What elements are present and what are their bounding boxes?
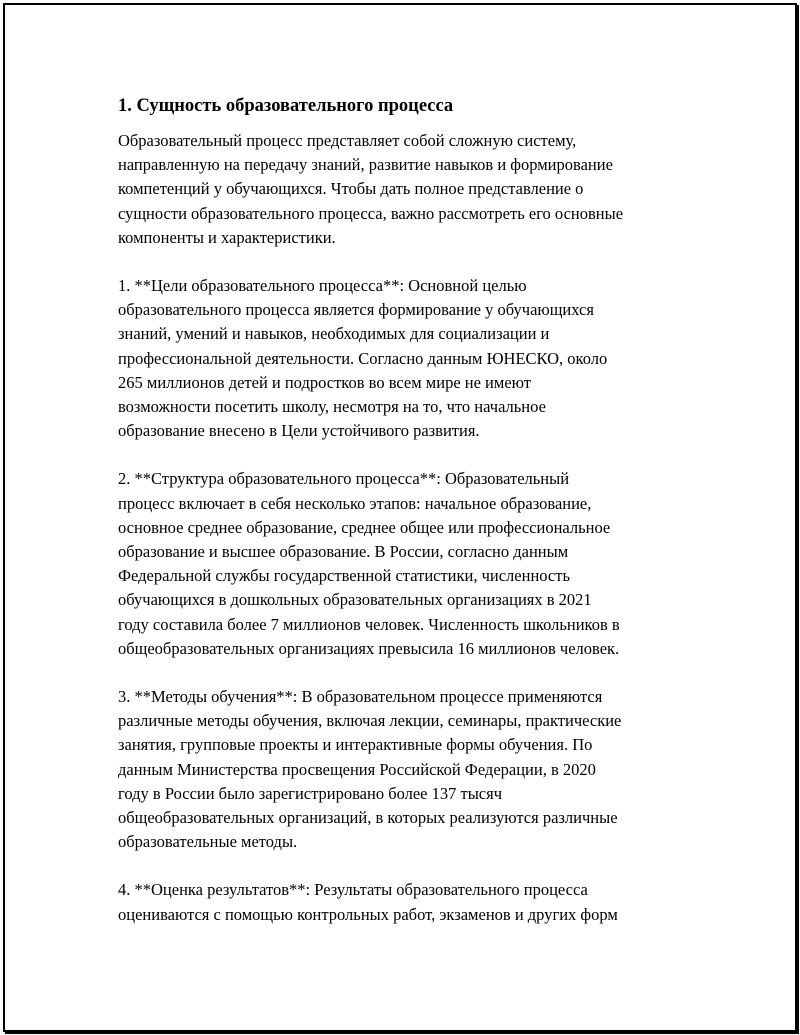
goals-paragraph: 1. **Цели образовательного процесса**: Основной целью образовательного процесса является формирование у обучающихся знаний, умений и навыков, необходимых для социализации и профессиональной деятельности. Согласно данным ЮНЕСКО, около 265 миллионов детей и подростков во всем мире не имеют возможности посетить школу, несмотря на то, что начальное образование внесено в Цели устойчивого развития. bbox=[118, 276, 608, 441]
structure-paragraph: 2. **Структура образовательного процесса**: Образовательный процесс включает в себя несколько этапов: начальное образование, основное среднее образование, среднее общее или профессиональное образование и высшее образование. В России, согласно данным Федеральной службы государственной статистики, численность обучающихся в дошкольных образовательных организациях в 2021 году составила более 7 миллионов человек. Численность школьников в общеобразовательных организациях превысила 16 миллионов человек. bbox=[118, 469, 620, 658]
intro-paragraph: Образовательный процесс представляет собой сложную систему, направленную на передачу знаний, развитие навыков и формирование компетенций у обучающихся. Чтобы дать полное представление о сущности образовательного процесса, важно рассмотреть его основные компоненты и характеристики. bbox=[118, 131, 624, 247]
section-heading: 1. Сущность образовательного процесса bbox=[118, 96, 454, 116]
methods-paragraph: 3. **Методы обучения**: В образовательном процессе применяются различные методы обучения, включая лекции, семинары, практические занятия, групповые проекты и интерактивные формы обучения. По данным Министерства просвещения Российской Федерации, в 2020 году в России было зарегистрировано более 137 тысяч общеобразовательных организаций, в которых реализуются различные образовательные методы. bbox=[118, 687, 622, 852]
assessment-paragraph: 4. **Оценка результатов**: Результаты образовательного процесса оцениваются с помощью контрольных работ, экзаменов и других форм bbox=[118, 880, 618, 924]
document-body bbox=[118, 93, 703, 951]
